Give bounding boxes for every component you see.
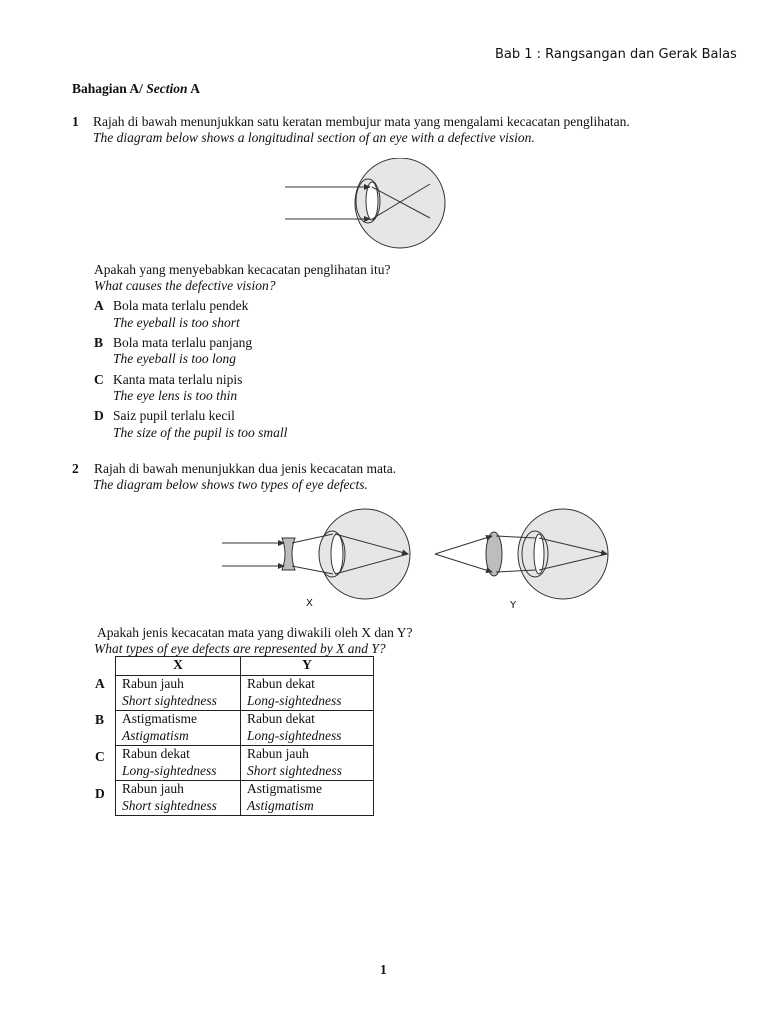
q1-question-en: What causes the defective vision? [94,278,276,293]
q1-option-d-letter[interactable]: D [94,408,104,423]
table-header-y: Y [241,657,374,676]
q2-row-c-letter[interactable]: C [95,749,105,764]
q2-question-ms: Apakah jenis kecacatan mata yang diwakili oleh X dan Y? [97,625,413,640]
q1-option-c-en: The eye lens is too thin [113,388,238,403]
q2-row-b-letter[interactable]: B [95,712,105,727]
cell-y-en: Astigmatism [247,797,314,813]
table-cell-y [241,746,374,781]
cell-x-en: Long-sightedness [122,762,217,778]
cell-y-en: Short sightedness [247,762,342,778]
q1-option-a-letter[interactable]: A [94,298,104,313]
section-letter: A [190,81,200,96]
q2-number: 2 [72,461,79,476]
section-label-en: Section [146,81,188,96]
table-cell-x [116,676,241,711]
q2-row-d-letter[interactable]: D [95,786,105,801]
q2-eye-diagram-x [218,508,412,600]
cell-y-en: Long-sightedness [247,727,342,743]
table-cell-x [116,746,241,781]
table-row[interactable] [116,781,374,816]
cell-x-ms: Astigmatisme [122,711,197,726]
ray-y-top-in [435,536,492,554]
q1-option-d-en: The size of the pupil is too small [113,425,288,440]
q1-option-d-ms: Saiz pupil terlalu kecil [113,408,235,423]
table-header-x: X [116,657,241,676]
table-row[interactable] [116,711,374,746]
q1-stem-en: The diagram below shows a longitudinal section of an eye with a defective vision. [93,130,535,145]
table-row[interactable] [116,676,374,711]
chapter-header: Bab 1 : Rangsangan dan Gerak Balas [495,47,737,62]
table-cell-x [116,781,241,816]
q2-question-en: What types of eye defects are represented by X and Y? [94,641,386,656]
cell-x-ms: Rabun dekat [122,746,190,761]
q1-option-c-ms: Kanta mata terlalu nipis [113,372,243,387]
cell-x-en: Astigmatism [122,727,189,743]
cell-x-en: Short sightedness [122,797,217,813]
cell-y-ms: Rabun jauh [247,746,309,761]
diagram-label-y: Y [510,600,517,611]
ray-y-bottom-in [435,554,492,572]
cell-x-en: Short sightedness [122,692,217,708]
table-cell-x [116,711,241,746]
cell-x-ms: Rabun jauh [122,781,184,796]
eye-lens [366,182,378,220]
table-row[interactable] [116,746,374,781]
q1-stem-ms: Rajah di bawah menunjukkan satu keratan membujur mata yang mengalami kecacatan penglihatan. [93,114,630,129]
q1-option-b-letter[interactable]: B [94,335,104,350]
q2-row-a-letter[interactable]: A [95,676,105,691]
q1-question-ms: Apakah yang menyebabkan kecacatan penglihatan itu? [94,262,391,277]
q1-number: 1 [72,114,79,129]
q1-eye-diagram [280,158,460,250]
cell-x-ms: Rabun jauh [122,676,184,691]
cell-y-ms: Rabun dekat [247,676,315,691]
section-heading [72,81,200,97]
table-header-row [116,657,374,676]
diagram-label-x: X [306,598,313,609]
q1-option-a-ms: Bola mata terlalu pendek [113,298,249,313]
q2-answer-table [115,656,374,816]
eye-lens-y [534,534,544,574]
q1-option-c-letter[interactable]: C [94,372,104,387]
section-label-ms: Bahagian A/ [72,81,143,96]
q2-stem-en: The diagram below shows two types of eye defects. [93,477,368,492]
cell-y-en: Long-sightedness [247,692,342,708]
eye-lens-x [331,534,343,574]
convex-lens [486,532,502,576]
table-cell-y [241,676,374,711]
q2-stem-ms: Rajah di bawah menunjukkan dua jenis kecacatan mata. [94,461,397,476]
table-cell-y [241,711,374,746]
table-cell-y [241,781,374,816]
q1-option-a-en: The eyeball is too short [113,315,240,330]
cell-y-ms: Rabun dekat [247,711,315,726]
q2-eye-diagram-y [432,508,612,600]
page-number: 1 [380,962,387,977]
q1-option-b-ms: Bola mata terlalu panjang [113,335,253,350]
cell-y-ms: Astigmatisme [247,781,322,796]
q1-option-b-en: The eyeball is too long [113,351,236,366]
